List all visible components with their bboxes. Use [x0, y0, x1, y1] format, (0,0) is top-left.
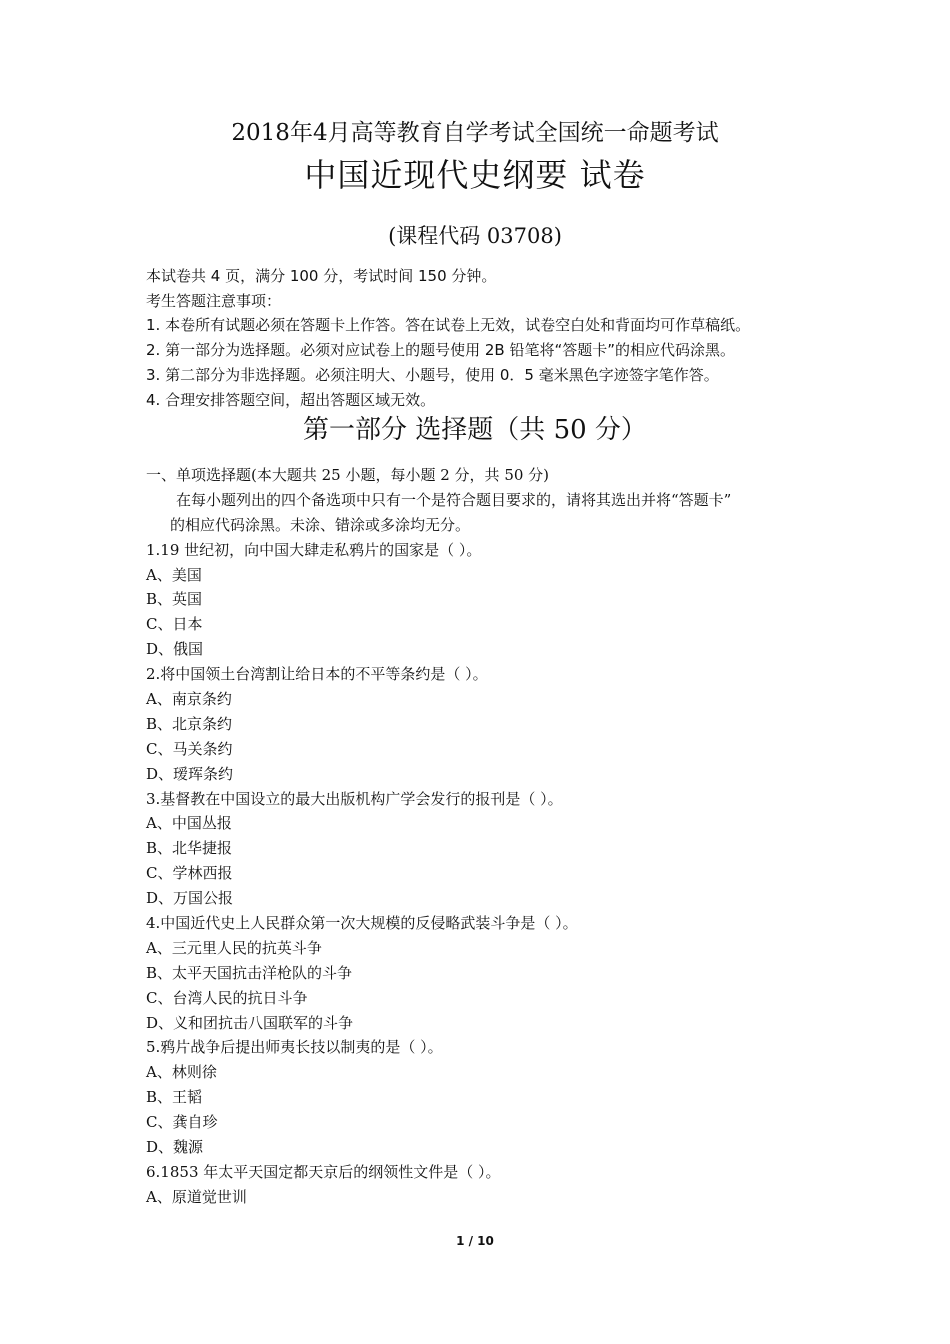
section-instruction: 的相应代码涂黑。未涂、错涂或多涂均无分。 — [170, 515, 471, 534]
answer-option: A、中国丛报 — [146, 814, 232, 833]
answer-option: A、林则徐 — [146, 1063, 217, 1082]
exam-title: 中国近现代史纲要 试卷 — [304, 156, 646, 194]
answer-option: B、英国 — [146, 590, 203, 609]
question-stem: 3.基督教在中国设立的最大出版机构广学会发行的报刊是（ ）。 — [146, 789, 563, 808]
answer-option: C、台湾人民的抗日斗争 — [146, 988, 308, 1007]
exam-notes — [146, 264, 846, 412]
note-item: 3. 第二部分为非选择题。必须注明大、小题号，使用 0．5 毫米黑色字迹签字笔作答。 — [146, 365, 719, 384]
answer-option: C、马关条约 — [146, 739, 233, 758]
answer-option: C、学林西报 — [146, 864, 233, 883]
question-stem: 4.中国近代史上人民群众第一次大规模的反侵略武装斗争是（ ）。 — [146, 914, 578, 933]
answer-option: B、北华捷报 — [146, 839, 233, 858]
note-item: 1. 本卷所有试题必须在答题卡上作答。答在试卷上无效，试卷空白处和背面均可作草稿纸。 — [146, 316, 751, 335]
answer-option: C、龚自珍 — [146, 1113, 218, 1132]
question-section — [146, 463, 836, 1210]
question-stem: 1.19 世纪初，向中国大肆走私鸦片的国家是（ ）。 — [146, 540, 482, 559]
notes-heading: 考生答题注意事项： — [146, 291, 282, 310]
exam-name: 2018年4月高等教育自学考试全国统一命题考试 — [231, 120, 719, 146]
section-instruction: 在每小题列出的四个备选项中只有一个是符合题目要求的，请将其选出并将“答题卡” — [176, 490, 732, 509]
answer-option: D、瑷珲条约 — [146, 764, 234, 783]
page-number: 1 / 10 — [456, 1234, 494, 1248]
answer-option: A、美国 — [146, 565, 202, 584]
course-code: (课程代码 03708) — [388, 224, 562, 248]
part-title: 第一部分 选择题（共 50 分） — [303, 415, 647, 445]
section-heading: 一、单项选择题(本大题共 25 小题，每小题 2 分，共 50 分) — [146, 466, 550, 484]
note-item: 2. 第一部分为选择题。必须对应试卷上的题号使用 2B 铅笔将“答题卡”的相应代码涂黑。 — [146, 341, 735, 360]
answer-option: D、魏源 — [146, 1138, 204, 1157]
answer-option: B、王韬 — [146, 1088, 203, 1107]
exam-summary: 本试卷共 4 页，满分 100 分，考试时间 150 分钟。 — [146, 267, 497, 285]
answer-option: A、三元里人民的抗英斗争 — [146, 938, 322, 957]
question-stem: 5.鸦片战争后提出师夷长技以制夷的是（ ）。 — [146, 1038, 443, 1057]
answer-option: A、原道觉世训 — [146, 1187, 247, 1206]
answer-option: C、日本 — [146, 615, 203, 634]
answer-option: D、俄国 — [146, 640, 204, 659]
answer-option: D、万国公报 — [146, 889, 234, 908]
question-stem: 6.1853 年太平天国定都天京后的纲领性文件是（ ）。 — [146, 1162, 501, 1181]
note-item: 4. 合理安排答题空间，超出答题区域无效。 — [146, 390, 436, 409]
question-stem: 2.将中国领土台湾割让给日本的不平等条约是（ ）。 — [146, 665, 488, 684]
answer-option: D、义和团抗击八国联军的斗争 — [146, 1013, 354, 1032]
answer-option: B、北京条约 — [146, 714, 233, 733]
answer-option: B、太平天国抗击洋枪队的斗争 — [146, 963, 353, 982]
answer-option: A、南京条约 — [146, 690, 232, 709]
